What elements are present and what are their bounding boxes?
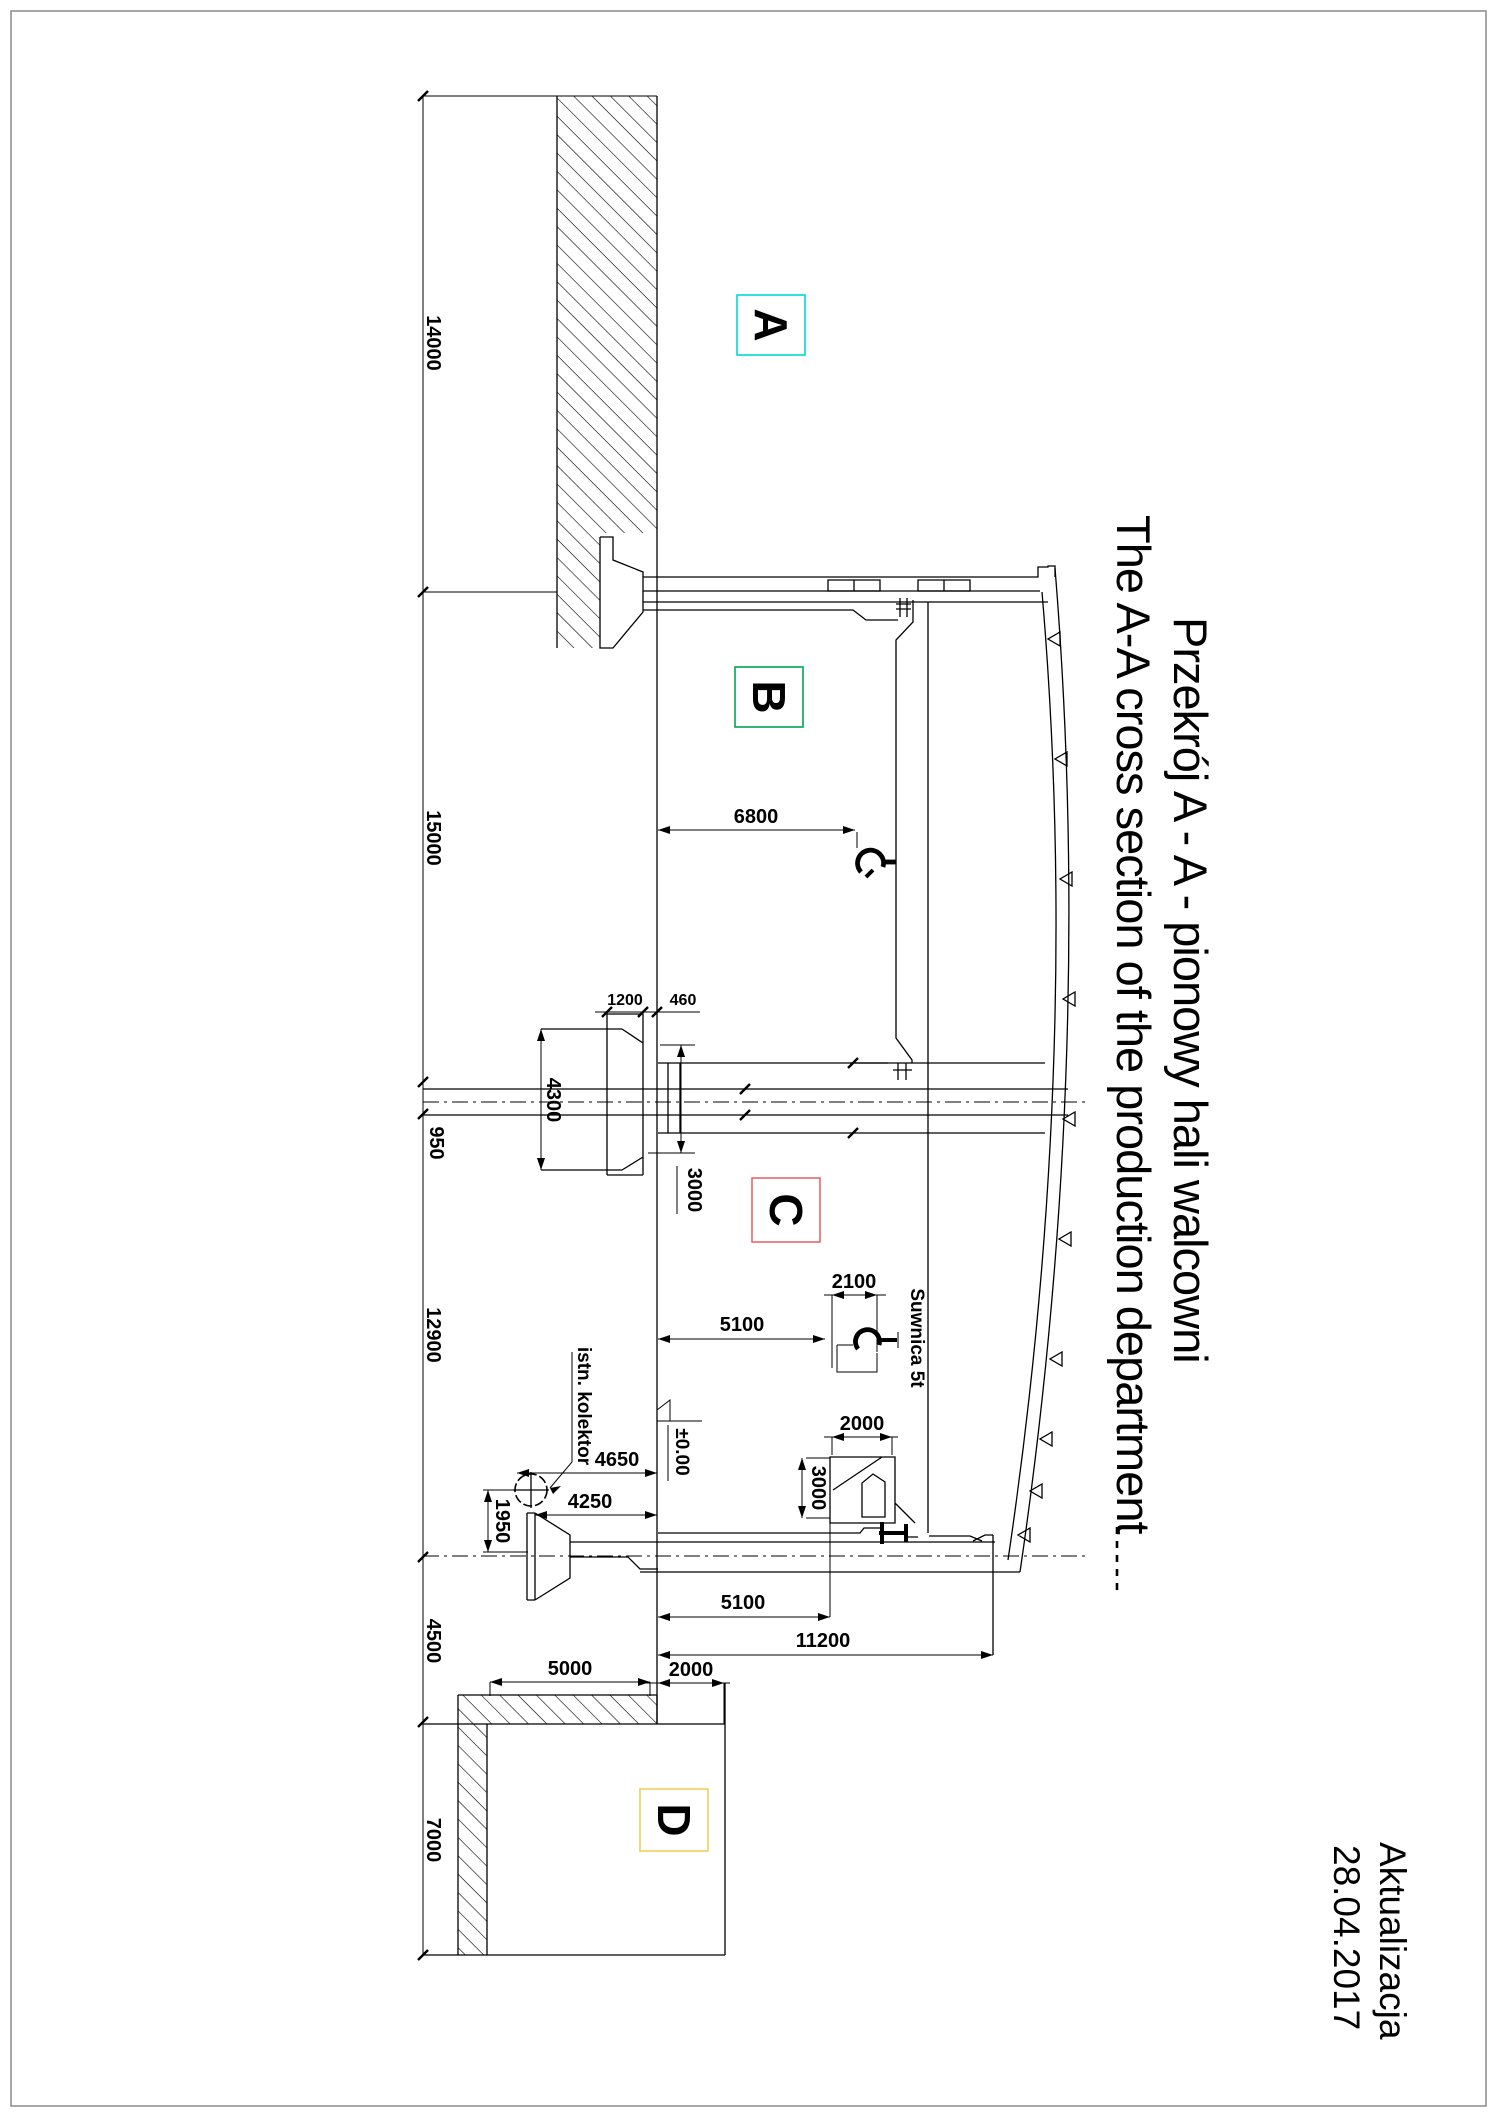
dim-5100-floor-label: 5100 [720,1592,766,1614]
crane-rail-section [879,1522,908,1544]
dim-4300-label: 4300 [542,1077,564,1123]
dimension-4300 [537,1029,564,1170]
dimension-1950 [483,1490,528,1552]
dimension-11200 [658,1630,993,1659]
chain-dim-14000: 14000 [422,315,444,371]
machine-box [830,1457,915,1523]
dim-4250-label: 4250 [567,1491,613,1513]
update-date: 28.04.2017 [1326,1845,1367,2031]
update-stamp [1326,1842,1413,2040]
drawing-titles [1107,515,1217,1534]
arch-roof-truss [1008,568,1117,1592]
chain-dim-15000: 15000 [422,810,444,866]
region-b-letter: B [743,680,795,714]
dim-2000-hall-d-label: 2000 [668,1659,714,1681]
dim-3000-top-label: 3000 [683,1167,705,1213]
title-polish: Przekrój A - A - pionowy hali walcowni [1164,617,1217,1363]
dim-5100-crane-label: 5100 [719,1314,765,1336]
region-c-letter: C [760,1193,812,1227]
dim-5000-label: 5000 [547,1658,593,1680]
dim-11200-label: 11200 [795,1630,851,1652]
region-a-letter: A [745,308,797,342]
title-english: The A-A cross section of the production department [1107,515,1160,1534]
dim-3000-machine-label: 3000 [807,1465,829,1511]
level-label: ±0.00 [671,1428,692,1476]
chain-dim-7000: 7000 [422,1817,444,1863]
dimension-4250 [535,1491,657,1519]
floor-structure [423,1522,1090,1655]
dimension-3000-machine [798,1458,830,1518]
region-box-d [640,1789,708,1851]
pipeline-beam [423,1058,1090,1138]
region-box-b [735,667,803,727]
collector-label: istn. kolektor [573,1346,594,1466]
dimension-5100-crane [658,1314,825,1343]
wall-a-hatched [557,96,657,1723]
dim-4650-label: 4650 [594,1449,640,1471]
chain-dim-12900: 12900 [422,1307,444,1363]
dimension-2000-machine [824,1413,898,1455]
dim-460-label: 460 [669,992,697,1009]
dim-2000-machine-label: 2000 [839,1413,885,1435]
dimension-6800 [658,806,857,848]
crane-label: Suwnica 5t [906,1288,927,1388]
dim-1950-label: 1950 [491,1498,513,1544]
dim-6800-label: 6800 [733,806,779,828]
crane-rail-b-symbol [857,832,896,877]
foundation-footing [513,1472,570,1600]
crane-rail-c-symbol [837,1330,898,1372]
chain-dim-950: 950 [425,1126,447,1160]
dim-1200-label: 1200 [607,992,643,1009]
region-box-a [737,295,805,355]
collector-leader [550,1347,594,1494]
region-d-letter: D [648,1803,700,1837]
hall-b-roof [643,566,1055,620]
hall-c-roof-beam [850,600,928,1533]
dimension-1200-460 [595,992,700,1017]
dimension-5000 [490,1658,650,1696]
update-label: Aktualizacja [1372,1842,1413,2040]
dim-2100-label: 2100 [831,1271,877,1293]
level-mark [657,1400,702,1481]
chain-dim-4500: 4500 [422,1618,444,1664]
dimension-2000-hall-d [646,1659,730,1724]
region-box-c [752,1178,820,1242]
